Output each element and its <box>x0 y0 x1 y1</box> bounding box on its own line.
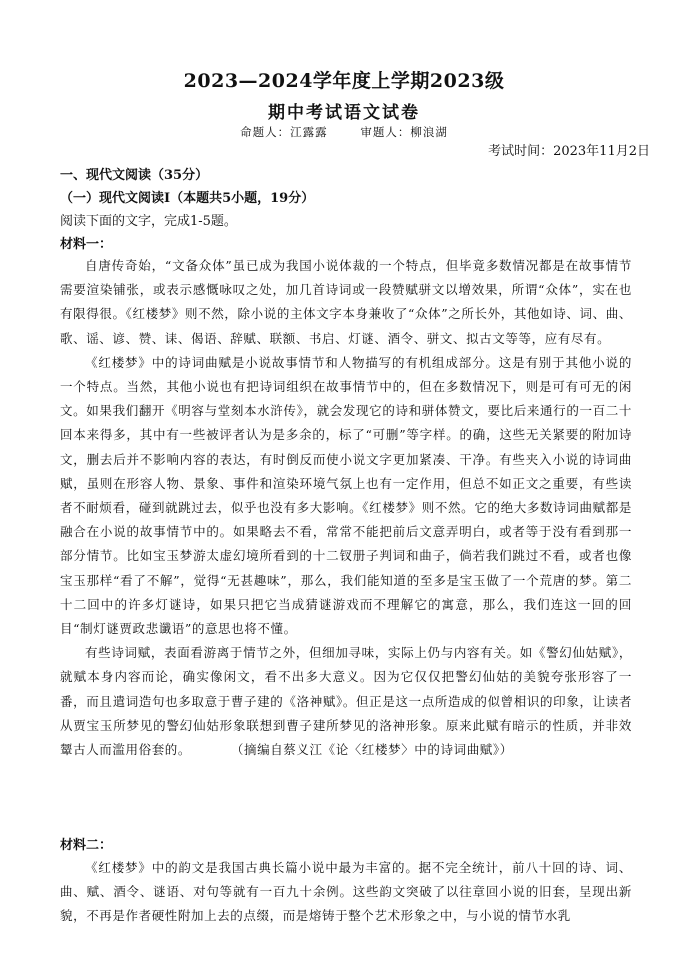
exam-time: 考试时间：2023年11月2日 <box>488 144 650 159</box>
exam-subtitle: 期中考试语文试卷 <box>268 103 420 123</box>
material1-paragraph: 有些诗词赋，表面看游离于情节之外，但细加寻味，实际上仍与内容有关。如《警幻仙姑赋》，就赋本身内容而论，确实像闲文，看不出多大意义。因为它仅仅把警幻仙姑的美貌夸张形容了一番，而且遣词造句也多取意于曹子建的《洛神赋》。但正是这一点所造成的似曾相识的印象，让读者从贾宝玉所梦见的警幻仙姑形象联想到曹子建所梦见的洛神形象。原来此赋有暗示的性质，并非效颦古人而滥用俗套的。 （摘编自蔡义江《论〈红楼梦〉中的诗词曲赋》） <box>60 645 632 758</box>
material1-paragraph: 《红楼梦》中的诗词曲赋是小说故事情节和人物描写的有机组成部分。这是有别于其他小说的一个特点。当然，其他小说也有把诗词组织在故事情节中的，但在多数情况下，则是可有可无的闲文。如果我们翻开《明容与堂刻本水浒传》，就会发现它的诗和骈体赞文，要比后来通行的一百二十回本来得多，其中有一些被评者认为是多余的，标了“可删”等字样。的确，这些无关紧要的附加诗文，删去后并不影响内容的表达，有时倒反而使小说文字更加紧凑、干净。有些夹入小说的诗词曲赋，虽则在形容人物、景象、事件和渲染环境气氛上也有一定作用，但总不如正文之重要，有些读者不耐烦看，碰到就跳过去，似乎也没有多大影响。《红楼梦》则不然。它的绝大多数诗词曲赋都是融合在小说的故事情节中的。如果略去不看，常常不能把前后文意弄明白，或者等于没有看到那一部分情节。比如宝玉梦游太虚幻境所看到的十二钗册子判词和曲子，倘若我们跳过不看，或者也像宝玉那样“看了不解”，觉得“无甚趣味”，那么，我们能知道的至多是宝玉做了一个荒唐的梦。第二十二回中的许多灯谜诗，如果只把它当成猜谜游戏而不理解它的寓意，那么，我们连这一回的回目“制灯谜贾政悲谶语”的意思也将不懂。 <box>60 354 632 637</box>
section-heading: 一、现代文阅读（35分） <box>60 168 209 183</box>
material1-label: 材料一： <box>60 237 113 252</box>
material1-body <box>60 254 632 762</box>
material2-body <box>60 856 632 929</box>
reviewer-label: 审题人：柳浪湖 <box>360 125 448 139</box>
exam-title: 2023—2024学年度上学期2023级 <box>183 70 505 92</box>
instruction-text: 阅读下面的文字，完成1-5题。 <box>60 214 237 229</box>
material2-paragraph: 《红楼梦》中的韵文是我国古典长篇小说中最为丰富的。据不完全统计，前八十回的诗、词、曲、赋、酒令、谜语、对句等就有一百九十余例。这些韵文突破了以往章回小说的旧套，呈现出新貌，不再是作者硬性附加上去的点缀，而是熔铸于整个艺术形象之中，与小说的情节水乳 <box>60 860 632 924</box>
part-heading: （一）现代文阅读Ⅰ（本题共5小题，19分） <box>60 191 315 206</box>
exam-authors <box>0 124 688 140</box>
material2-label: 材料二： <box>60 838 113 853</box>
material1-paragraph: 自唐传奇始，“文备众体”虽已成为我国小说体裁的一个特点，但毕竟多数情况都是在故事情节需要渲染铺张，或表示感慨咏叹之处，加几首诗词或一段赞赋骈文以增效果，所谓“众体”，实在也有限得很。《红楼梦》则不然，除小说的主体文字本身兼收了“众体”之所长外，其他如诗、词、曲、歌、谣、谚、赞、诔、偈语、辞赋、联额、书启、灯谜、酒令、骈文、拟古文等等，应有尽有。 <box>60 258 632 346</box>
setter-label: 命题人：江露露 <box>240 125 328 139</box>
